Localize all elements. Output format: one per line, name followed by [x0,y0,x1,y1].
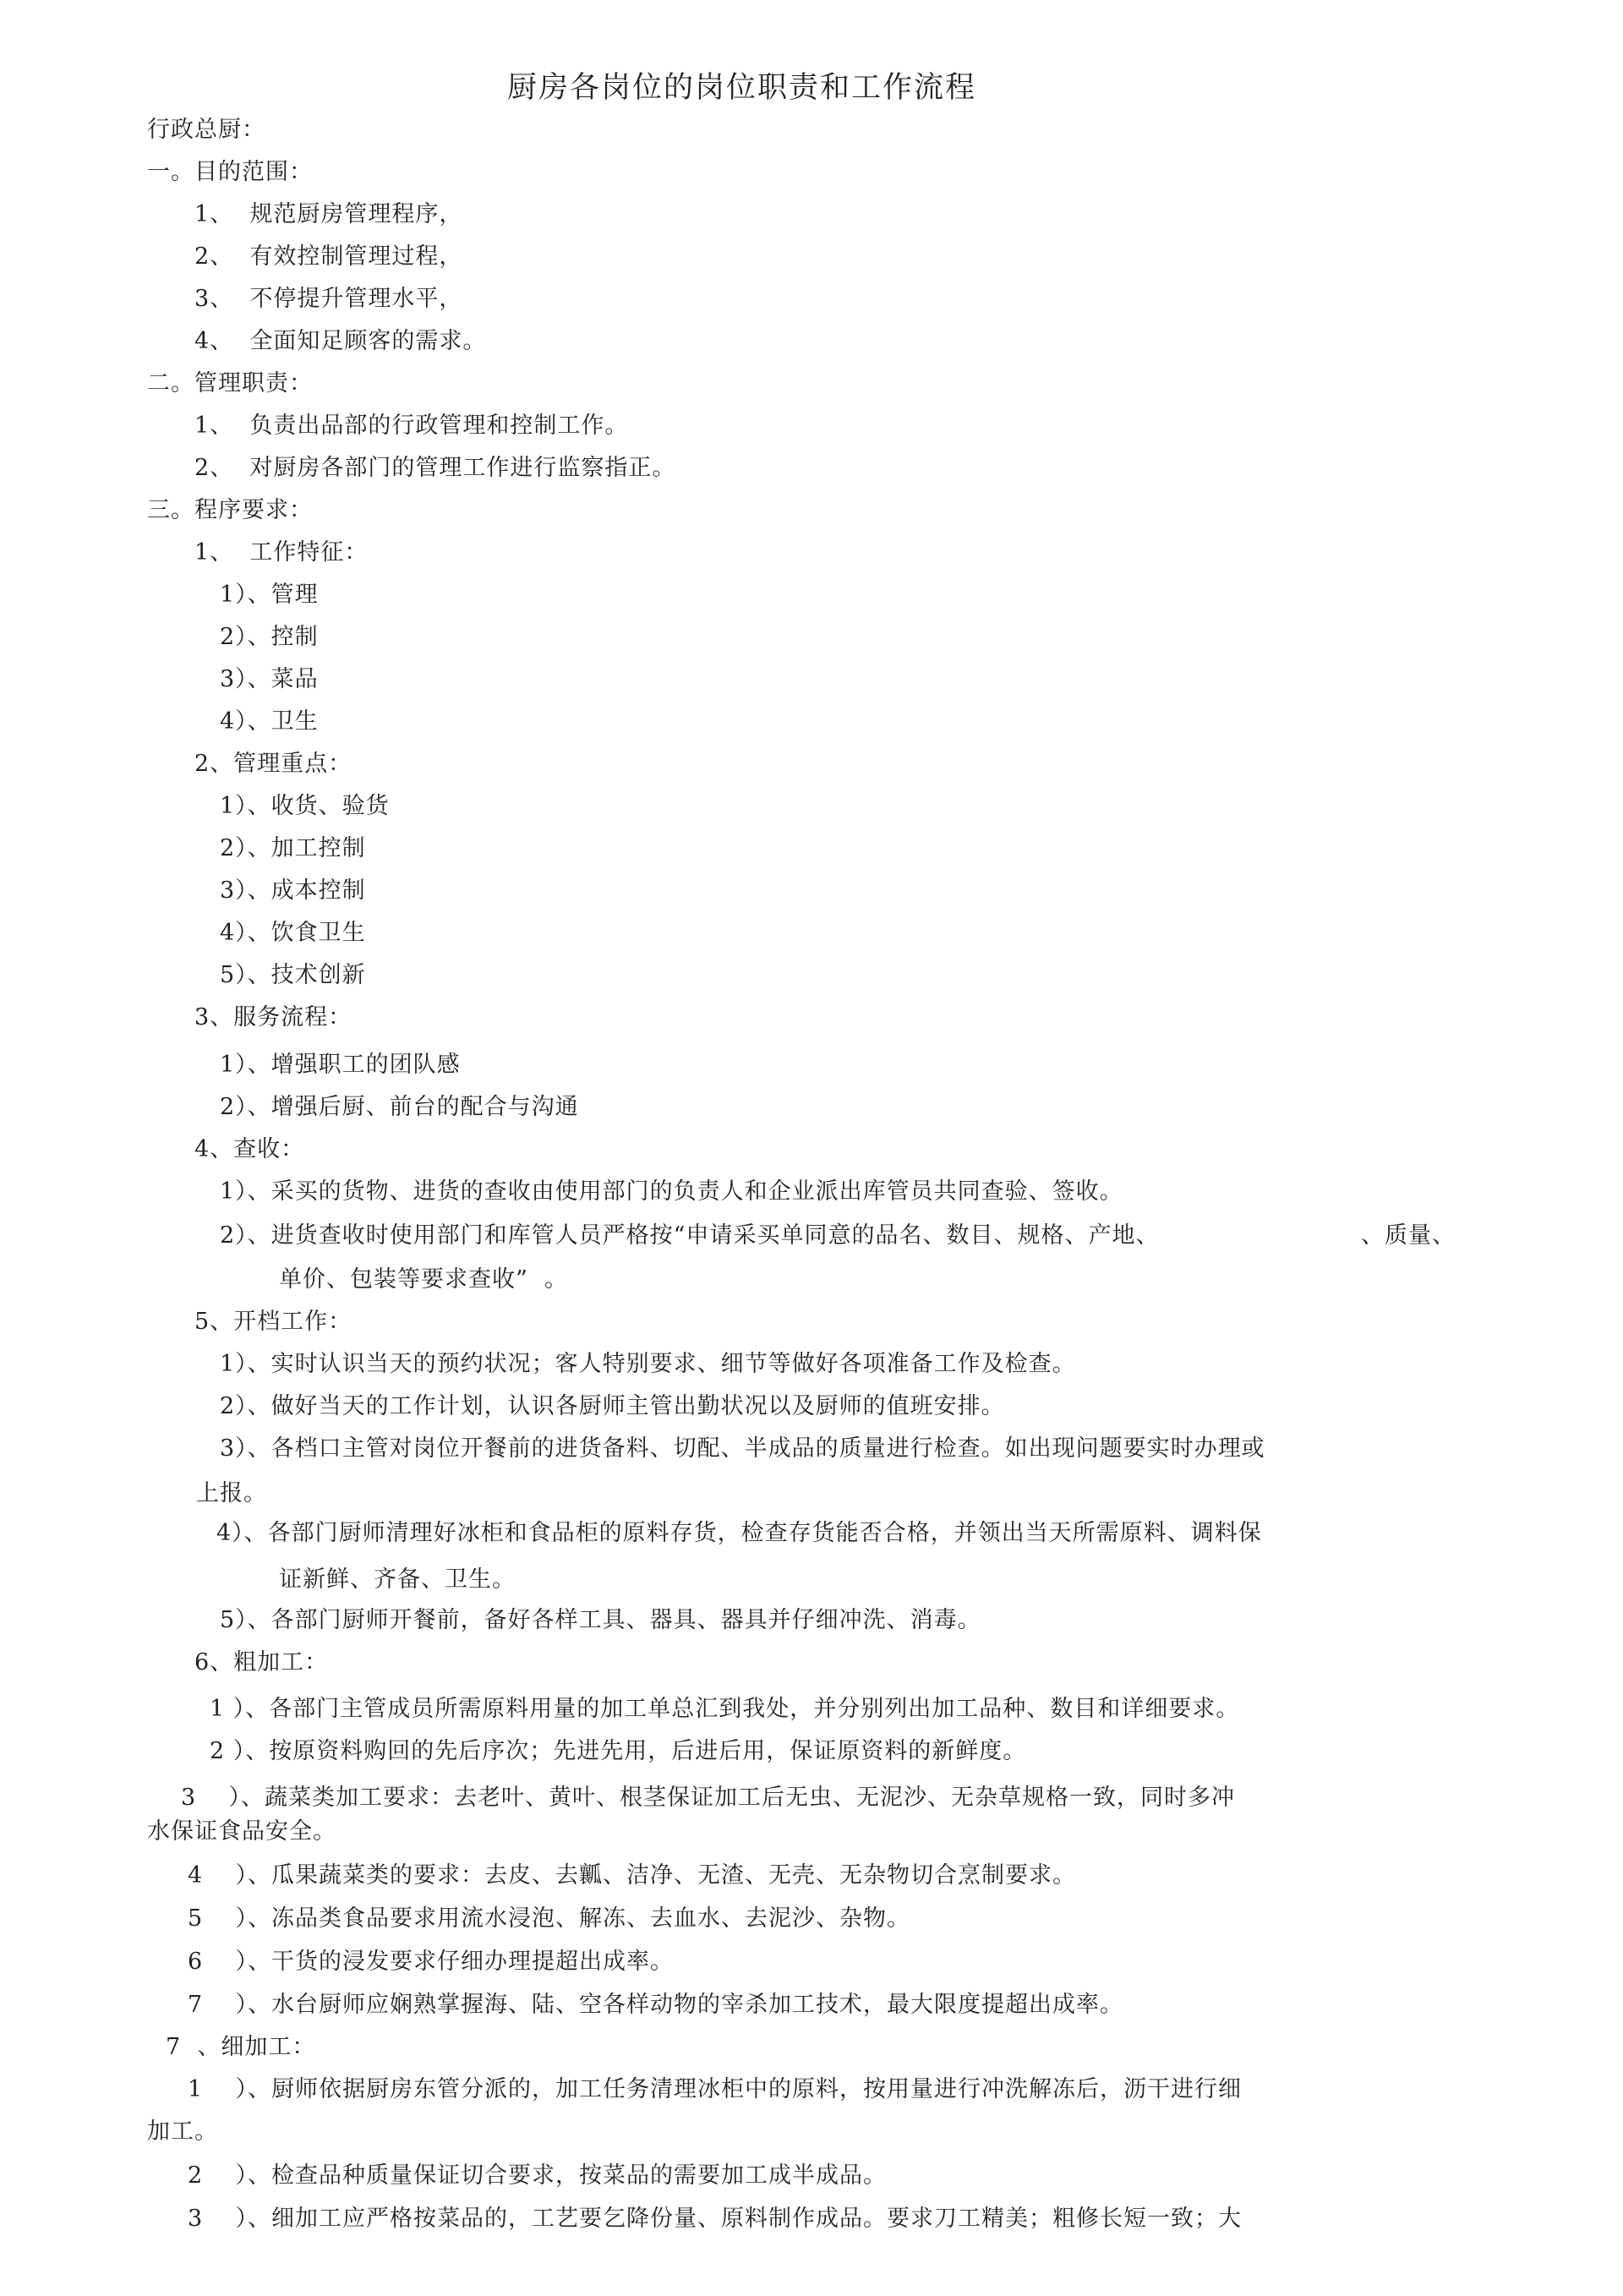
sub-list-item: 3 ）、细加工应严格按菜品的，工艺要乞降份量、原料制作成品。要求刀工精美；粗修长短一致；大 [188,2206,1243,2232]
sub-list-item: 2）、进货查收时使用部门和库管人员严格按“申请采买单同意的品名、数目、规格、产地、 [220,1222,1160,1249]
sub-list-item: 1 ）、各部门主管成员所需原料用量的加工单总汇到我处，并分别列出加工品种、数目和详细要求。 [210,1696,1240,1722]
sub-list-item: 1）、增强职工的团队感 [220,1052,461,1078]
list-item: 3、服务流程： [194,1004,352,1030]
sub-list-item: 5 ）、冻品类食品要求用流水浸泡、解冻、去血水、去泥沙、杂物。 [188,1905,911,1932]
list-item: 7 、细加工： [166,2034,316,2060]
list-item: 6、粗加工： [194,1649,329,1676]
sub-list-item: 1）、实时认识当天的预约状况；客人特别要求、细节等做好各项准备工作及检查。 [220,1351,1076,1377]
document-title: 厨房各岗位的岗位职责和工作流程 [507,71,977,105]
section-heading: 二。管理职责： [147,370,313,396]
sub-list-item: 1）、管理 [220,582,319,608]
sub-list-item-continuation: 、质量、 [1361,1222,1456,1249]
sub-list-item: 2 ）、按原资料购回的先后序次；先进先用，后进后用，保证原资料的新鲜度。 [210,1738,1027,1764]
list-item: 2、 有效控制管理过程， [194,243,463,270]
sub-list-item-continuation: 水保证食品安全。 [147,1818,336,1845]
sub-list-item: 4）、各部门厨师清理好冰柜和食品柜的原料存货，检查存货能否合格，并领出当天所需原料、调料保 [216,1520,1262,1546]
section-heading: 一。目的范围： [147,159,313,185]
sub-list-item: 3）、各档口主管对岗位开餐前的进货备料、切配、半成品的质量进行检查。如出现问题要实时办理或 [220,1435,1265,1462]
sub-list-item: 4 ）、瓜果蔬菜类的要求：去皮、去瓤、洁净、无渣、无壳、无杂物切合烹制要求。 [188,1862,1077,1889]
sub-list-item: 3）、菜品 [220,666,319,692]
list-item: 1、 工作特征： [194,539,369,566]
sub-list-item-continuation: 上报。 [196,1480,267,1506]
sub-list-item: 4）、饮食卫生 [220,920,366,946]
list-item: 4、查收： [194,1136,305,1162]
sub-list-item: 2）、做好当天的工作计划，认识各厨师主管出勤状况以及厨师的值班安排。 [220,1393,1005,1419]
sub-list-item: 2）、加工控制 [220,835,366,861]
list-item: 1、 负责出品部的行政管理和控制工作。 [194,413,629,439]
sub-list-item-continuation: 单价、包装等要求查收” 。 [279,1266,568,1293]
section-heading: 行政总厨： [147,117,265,143]
sub-list-item: 3）、成本控制 [220,877,366,904]
section-heading: 三。程序要求： [147,497,313,523]
sub-list-item: 1 ）、厨师依据厨房东管分派的，加工任务清理冰柜中的原料，按用量进行冲洗解冻后，沥干进行细 [188,2076,1243,2102]
sub-list-item: 7 ）、水台厨师应娴熟掌握海、陆、空各样动物的宰杀加工技术，最大限度提超出成率。 [188,1992,1124,2018]
sub-list-item: 2）、控制 [220,624,319,650]
sub-list-item: 1）、采买的货物、进货的查收由使用部门的负责人和企业派出库管员共同查验、签收。 [220,1178,1123,1205]
sub-list-item: 1）、收货、验货 [220,793,390,819]
sub-list-item: 2）、增强后厨、前台的配合与沟通 [220,1094,579,1120]
list-item: 3、 不停提升管理水平， [194,286,463,312]
sub-list-item: 5）、技术创新 [220,962,366,988]
list-item: 2、管理重点： [194,751,352,777]
sub-list-item: 6 ）、干货的浸发要求仔细办理提超出成率。 [188,1949,675,1975]
sub-list-item-continuation: 加工。 [147,2118,218,2145]
sub-list-item: 4）、卫生 [220,708,319,735]
list-item: 4、 全面知足顾客的需求。 [194,328,487,354]
sub-list-item: 5）、各部门厨师开餐前，备好各样工具、器具、器具并仔细冲洗、消毒。 [220,1607,981,1633]
list-item: 5、开档工作： [194,1309,352,1335]
sub-list-item: 2 ）、检查品种质量保证切合要求，按菜品的需要加工成半成品。 [188,2162,888,2189]
sub-list-item: 3 ）、蔬菜类加工要求：去老叶、黄叶、根茎保证加工后无虫、无泥沙、无杂草规格一致，同时多冲 [181,1785,1236,1811]
list-item: 2、 对厨房各部门的管理工作进行监察指正。 [194,455,676,481]
sub-list-item-continuation: 证新鲜、齐备、卫生。 [279,1566,516,1593]
list-item: 1、 规范厨房管理程序， [194,201,463,227]
